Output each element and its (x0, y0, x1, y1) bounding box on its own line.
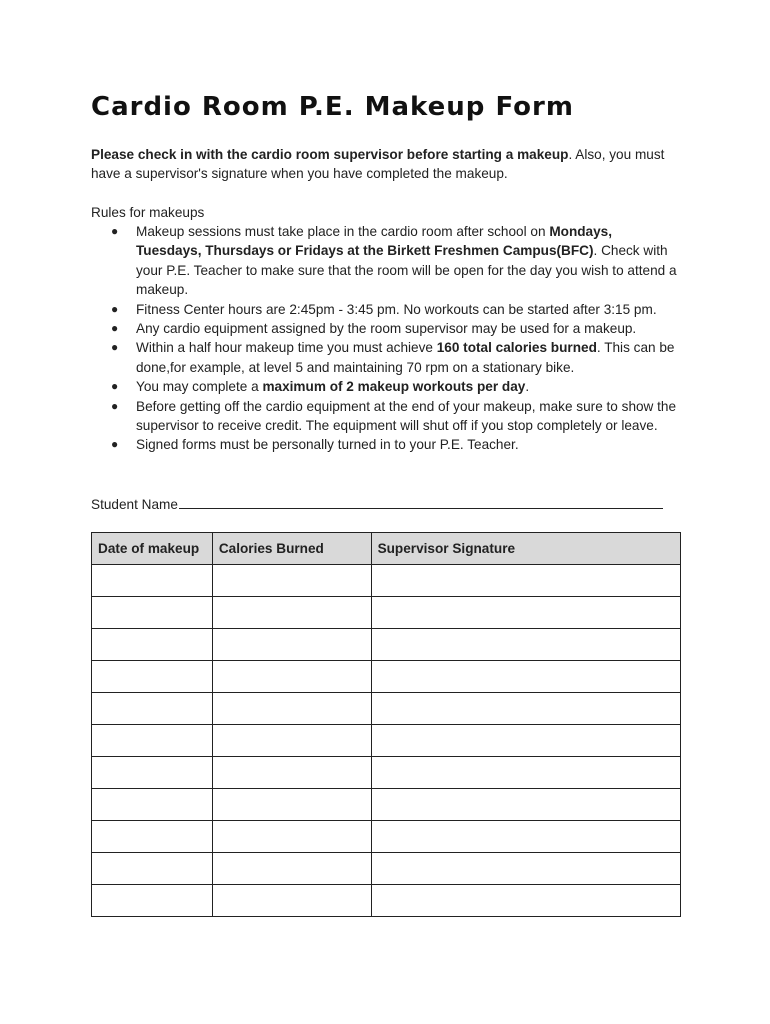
table-row (92, 597, 681, 629)
rule-text-after: . This can be done,for example, at level 5 and maintaining 70 rpm on a stationary bike. (136, 340, 675, 375)
rule-text: Fitness Center hours are 2:45pm - 3:45 pm. No workouts can be started after 3:15 pm. (136, 301, 657, 317)
rule-text-after: . Check with your P.E. Teacher to make sure that the room will be open for the day you wish to attend a makeup. (136, 243, 677, 298)
rule-bold-text: 160 total calories burned (436, 340, 597, 356)
intro-paragraph (91, 145, 691, 183)
calories-cell[interactable] (212, 597, 371, 629)
rule-text: You may complete a (136, 379, 263, 395)
rules-heading: Rules for makeups (91, 205, 205, 220)
signature-cell[interactable] (371, 853, 680, 885)
signature-cell[interactable] (371, 821, 680, 853)
signature-cell[interactable] (371, 885, 680, 917)
rule-item (91, 338, 681, 377)
rule-text: Any cardio equipment assigned by the room supervisor may be used for a makeup. (136, 321, 637, 337)
calories-cell[interactable] (212, 853, 371, 885)
intro-rest-text: . Also, you must have a supervisor's signature when you have completed the makeup. (91, 147, 665, 181)
calories-cell[interactable] (212, 725, 371, 757)
rule-bold-text: maximum of 2 makeup workouts per day (262, 379, 526, 395)
date-cell[interactable] (92, 853, 213, 885)
table-row (92, 693, 681, 725)
page-title: Cardio Room P.E. Makeup Form (91, 92, 574, 122)
calories-cell[interactable] (212, 757, 371, 789)
table-row (92, 853, 681, 885)
signature-cell[interactable] (371, 725, 680, 757)
student-name-field[interactable] (179, 494, 663, 509)
signature-cell[interactable] (371, 597, 680, 629)
table-header-row (92, 533, 681, 565)
calories-cell[interactable] (212, 821, 371, 853)
bullet-icon: ● (111, 224, 119, 238)
calories-cell[interactable] (212, 885, 371, 917)
rule-text-after: . (525, 379, 530, 395)
rule-item (91, 300, 681, 319)
date-cell[interactable] (92, 661, 213, 693)
signature-cell[interactable] (371, 661, 680, 693)
rule-bold-text: Mondays, Tuesdays, Thursdays or Fridays at the Birkett Freshmen Campus(BFC) (136, 224, 613, 259)
rule-text: Before getting off the cardio equipment at the end of your makeup, make sure to show the supervisor to receive credit. The equipment will shut off if you stop completely or leave. (136, 398, 677, 434)
rule-text: Makeup sessions must take place in the cardio room after school on (136, 224, 550, 239)
signature-cell[interactable] (371, 565, 680, 597)
date-cell[interactable] (92, 565, 213, 597)
date-cell[interactable] (92, 821, 213, 853)
date-cell[interactable] (92, 629, 213, 661)
header-supervisor-signature: Supervisor Signature (371, 533, 680, 565)
rule-item (91, 319, 681, 338)
header-calories-burned: Calories Burned (212, 533, 371, 565)
calories-cell[interactable] (212, 629, 371, 661)
table-row (92, 629, 681, 661)
calories-cell[interactable] (212, 661, 371, 693)
bullet-icon: ● (111, 321, 119, 336)
signature-cell[interactable] (371, 693, 680, 725)
calories-cell[interactable] (212, 789, 371, 821)
date-cell[interactable] (92, 693, 213, 725)
rule-item (91, 222, 681, 300)
rule-item (91, 435, 681, 454)
signature-cell[interactable] (371, 789, 680, 821)
bullet-icon: ● (111, 437, 119, 452)
table-row (92, 757, 681, 789)
student-name-row (91, 494, 663, 514)
rules-list (91, 222, 681, 455)
table-row (92, 661, 681, 693)
date-cell[interactable] (92, 597, 213, 629)
table-row (92, 821, 681, 853)
makeup-log-table (91, 532, 681, 917)
bullet-icon: ● (111, 340, 119, 355)
rule-text: Signed forms must be personally turned in to your P.E. Teacher. (136, 437, 519, 453)
calories-cell[interactable] (212, 693, 371, 725)
table-row (92, 725, 681, 757)
date-cell[interactable] (92, 789, 213, 821)
bullet-icon: ● (111, 301, 119, 316)
rule-item (91, 377, 681, 396)
table-row (92, 885, 681, 917)
rule-text: Within a half hour makeup time you must achieve (136, 340, 437, 356)
rule-item (91, 397, 681, 436)
student-name-label: Student Name (91, 497, 178, 512)
calories-cell[interactable] (212, 565, 371, 597)
table-row (92, 789, 681, 821)
signature-cell[interactable] (371, 757, 680, 789)
bullet-icon: ● (111, 398, 119, 413)
date-cell[interactable] (92, 757, 213, 789)
header-date-of-makeup: Date of makeup (92, 533, 213, 565)
date-cell[interactable] (92, 725, 213, 757)
bullet-icon: ● (111, 379, 119, 394)
table-row (92, 565, 681, 597)
date-cell[interactable] (92, 885, 213, 917)
makeup-log-body (92, 565, 681, 917)
signature-cell[interactable] (371, 629, 680, 661)
intro-bold-text: Please check in with the cardio room supervisor before starting a makeup (91, 147, 569, 162)
